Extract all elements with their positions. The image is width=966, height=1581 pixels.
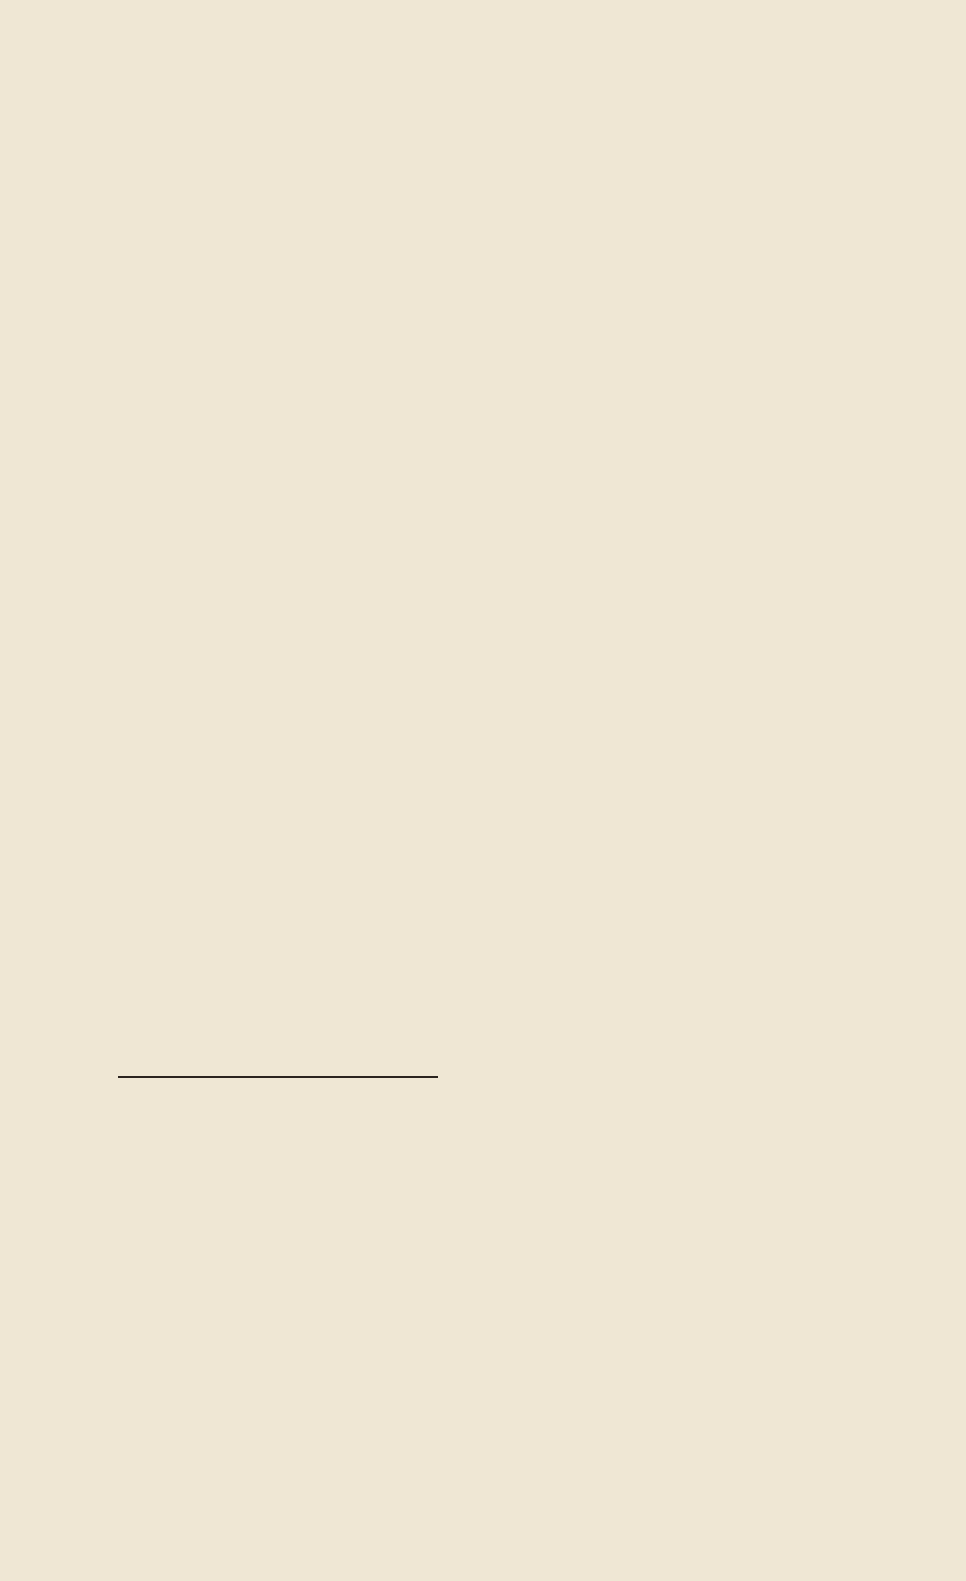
footnote-rule [118,1076,438,1078]
